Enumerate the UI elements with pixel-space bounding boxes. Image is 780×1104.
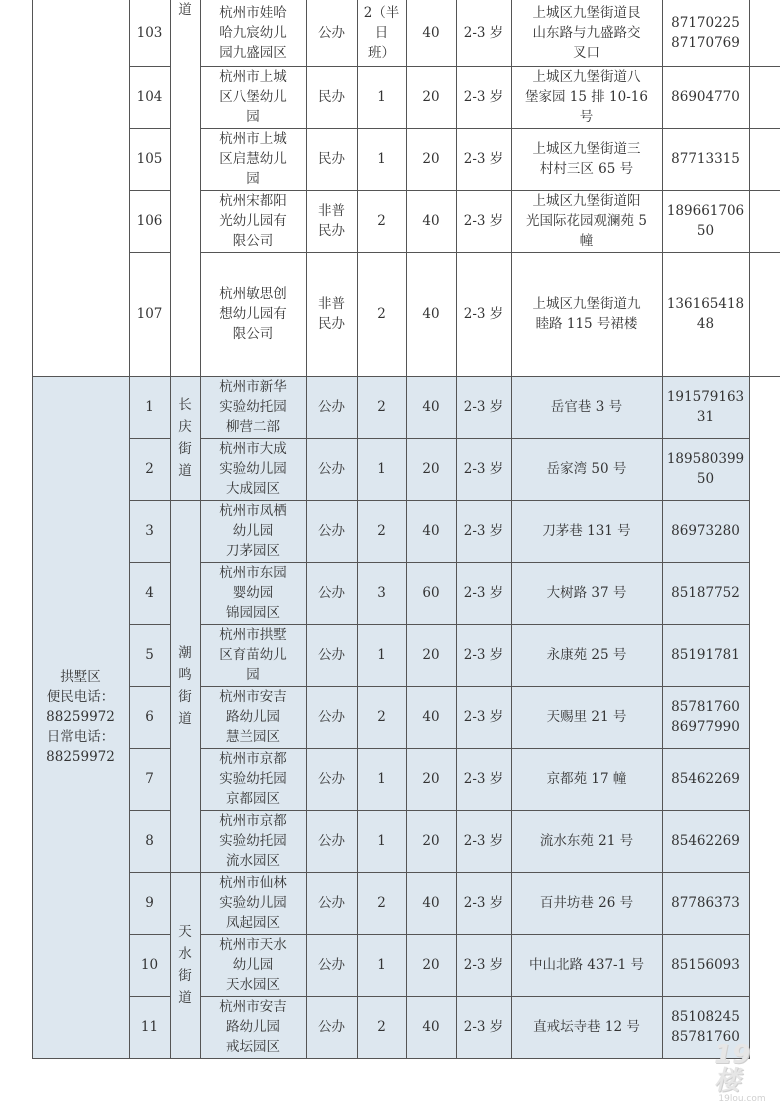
- prev-row-no: 103: [136, 25, 163, 41]
- gongshu-row-address: 岳家湾 50 号: [546, 461, 627, 477]
- grid-line-h: [129, 500, 171, 501]
- gongshu-row-no: 8: [145, 833, 154, 849]
- grid-line-h: [129, 624, 171, 625]
- grid-line-v: [306, 0, 307, 1059]
- gongshu-row-seats: 40: [422, 523, 440, 539]
- grid-line-h: [32, 1058, 750, 1059]
- gongshu-row-type: 公办: [318, 1019, 345, 1035]
- prev-row-type: 非普 民办: [318, 203, 345, 239]
- gongshu-row-classes: 1: [377, 957, 386, 973]
- gongshu-row-phone: 85462269: [671, 833, 740, 849]
- prev-row-classes: 2（半 日 班）: [363, 5, 400, 61]
- grid-line-v: [32, 0, 33, 1059]
- gongshu-row-type: 公办: [318, 771, 345, 787]
- gongshu-row-age: 2-3 岁: [463, 461, 504, 477]
- prev-row-phone: 87713315: [671, 151, 740, 167]
- grid-line-h: [200, 748, 750, 749]
- grid-line-v: [357, 0, 358, 1059]
- gongshu-row-phone: 85462269: [671, 771, 740, 787]
- prev-row-name: 杭州市娃哈 哈九宸幼儿 园九盛园区: [219, 5, 287, 61]
- prev-row-name: 杭州敏思创 想幼儿园有 限公司: [219, 286, 287, 342]
- gongshu-row-no: 5: [145, 647, 154, 663]
- gongshu-row-no: 3: [145, 523, 154, 539]
- gongshu-row-no: 11: [140, 1019, 159, 1035]
- prev-row-phone: 136165418 48: [666, 296, 745, 332]
- gongshu-row-phone: 85156093: [671, 957, 740, 973]
- gongshu-row-no: 9: [145, 895, 154, 911]
- gongshu-row-address: 流水东苑 21 号: [539, 833, 634, 849]
- gongshu-row-address: 百井坊巷 26 号: [539, 895, 634, 911]
- gongshu-row-age: 2-3 岁: [463, 709, 504, 725]
- prev-row-phone: 87170225 87170769: [671, 15, 740, 51]
- prev-row-seats: 40: [422, 306, 440, 322]
- gongshu-row-no: 7: [145, 771, 154, 787]
- prev-row-no: 104: [136, 89, 163, 105]
- grid-line-v: [129, 0, 130, 1059]
- prev-row-classes: 2: [377, 306, 386, 322]
- gongshu-row-type: 公办: [318, 957, 345, 973]
- gongshu-row-type: 公办: [318, 833, 345, 849]
- prev-row-name: 杭州宋都阳 光幼儿园有 限公司: [219, 193, 287, 249]
- grid-line-h: [200, 562, 750, 563]
- prev-row-seats: 20: [422, 89, 440, 105]
- gongshu-row-address: 岳官巷 3 号: [550, 399, 623, 415]
- prev-row-type: 民办: [318, 151, 345, 167]
- prev-row-age: 2-3 岁: [463, 151, 504, 167]
- gongshu-row-address: 中山北路 437-1 号: [528, 957, 644, 973]
- gongshu-row-no: 2: [145, 461, 154, 477]
- gongshu-row-classes: 2: [377, 1019, 386, 1035]
- grid-line-h: [200, 810, 750, 811]
- gongshu-row-age: 2-3 岁: [463, 585, 504, 601]
- gongshu-row-seats: 40: [422, 399, 440, 415]
- gongshu-row-name: 杭州市京都 实验幼托园 京都园区: [219, 751, 287, 807]
- prev-row-address: 上城区九堡街道八 堡家园 15 排 10-16 号: [525, 69, 648, 125]
- prev-row-name: 杭州市上城 区八堡幼儿 园: [219, 69, 287, 125]
- prev-row-seats: 40: [422, 25, 440, 41]
- gongshu-row-phone: 87786373: [671, 895, 740, 911]
- watermark-logo-mark: 19楼: [714, 1040, 751, 1096]
- prev-row-age: 2-3 岁: [463, 213, 504, 229]
- gongshu-row-seats: 20: [422, 833, 440, 849]
- gongshu-row-type: 公办: [318, 585, 345, 601]
- gongshu-row-classes: 3: [377, 585, 386, 601]
- gongshu-row-age: 2-3 岁: [463, 895, 504, 911]
- gongshu-row-seats: 20: [422, 647, 440, 663]
- gongshu-row-phone: 85191781: [671, 647, 740, 663]
- prev-row-name: 杭州市上城 区启慧幼儿 园: [219, 131, 287, 187]
- prev-row-address: 上城区九堡街道艮 山东路与九盛路交 叉口: [532, 5, 641, 61]
- gongshu-row-address: 直戒坛寺巷 12 号: [533, 1019, 640, 1035]
- gongshu-row-seats: 20: [422, 957, 440, 973]
- gongshu-row-name: 杭州市凤栖 幼儿园 刀茅园区: [219, 503, 287, 559]
- gongshu-row-name: 杭州市安吉 路幼儿园 慧兰园区: [219, 689, 287, 745]
- gongshu-row-address: 京都苑 17 幢: [546, 771, 627, 787]
- grid-line-h: [170, 872, 201, 873]
- grid-line-h: [200, 934, 750, 935]
- gongshu-row-name: 杭州市京都 实验幼托园 流水园区: [219, 813, 287, 869]
- grid-line-h: [200, 190, 780, 191]
- grid-line-h: [170, 500, 201, 501]
- grid-line-h: [200, 252, 780, 253]
- gongshu-row-age: 2-3 岁: [463, 771, 504, 787]
- grid-line-v: [406, 0, 407, 1059]
- prev-row-no: 106: [136, 213, 163, 229]
- district-label-gongshu: 拱墅区 便民电话： 88259972 日常电话： 88259972: [46, 669, 115, 765]
- street-name-cell: 天 水 街 道: [178, 924, 192, 1006]
- gongshu-row-name: 杭州市拱墅 区育苗幼儿 园: [219, 627, 287, 683]
- prev-row-seats: 20: [422, 151, 440, 167]
- gongshu-row-address: 大树路 37 号: [546, 585, 627, 601]
- gongshu-row-phone: 85187752: [671, 585, 740, 601]
- prev-row-classes: 1: [377, 89, 386, 105]
- grid-line-h: [129, 810, 171, 811]
- gongshu-row-seats: 20: [422, 771, 440, 787]
- prev-row-no: 105: [136, 151, 163, 167]
- gongshu-row-phone: 189580399 50: [666, 451, 745, 487]
- gongshu-row-address: 永康苑 25 号: [546, 647, 627, 663]
- gongshu-row-name: 杭州市安吉 路幼儿园 戒坛园区: [219, 999, 287, 1055]
- gongshu-row-type: 公办: [318, 523, 345, 539]
- gongshu-row-name: 杭州市新华 实验幼托园 柳营二部: [219, 379, 287, 435]
- gongshu-row-seats: 40: [422, 709, 440, 725]
- gongshu-row-type: 公办: [318, 399, 345, 415]
- gongshu-row-classes: 1: [377, 833, 386, 849]
- grid-line-v: [662, 0, 663, 1059]
- grid-line-h: [200, 500, 750, 501]
- grid-line-h: [129, 996, 171, 997]
- prev-row-address: 上城区九堡街道阳 光国际花园观澜苑 5 幢: [526, 193, 647, 249]
- gongshu-row-age: 2-3 岁: [463, 1019, 504, 1035]
- gongshu-row-name: 杭州市天水 幼儿园 天水园区: [219, 937, 287, 993]
- gongshu-row-phone: 191579163 31: [666, 389, 745, 425]
- gongshu-row-classes: 2: [377, 399, 386, 415]
- gongshu-row-type: 公办: [318, 461, 345, 477]
- gongshu-row-age: 2-3 岁: [463, 957, 504, 973]
- gongshu-row-no: 1: [145, 399, 154, 415]
- grid-line-h: [129, 934, 171, 935]
- grid-line-v: [456, 0, 457, 1059]
- grid-line-h: [129, 562, 171, 563]
- gongshu-row-classes: 1: [377, 461, 386, 477]
- gongshu-row-address: 天赐里 21 号: [546, 709, 627, 725]
- prev-row-classes: 2: [377, 213, 386, 229]
- grid-line-h: [129, 872, 171, 873]
- grid-line-v: [170, 0, 171, 1059]
- prev-row-phone: 189661706 50: [666, 203, 745, 239]
- grid-line-h: [200, 438, 750, 439]
- watermark-logo: [714, 1040, 770, 1104]
- gongshu-row-seats: 20: [422, 461, 440, 477]
- prev-row-type: 民办: [318, 89, 345, 105]
- street-name-cell: 潮 鸣 街 道: [178, 645, 192, 727]
- prev-row-age: 2-3 岁: [463, 25, 504, 41]
- gongshu-row-name: 杭州市东园 婴幼园 锦园园区: [219, 565, 287, 621]
- gongshu-row-age: 2-3 岁: [463, 833, 504, 849]
- gongshu-row-classes: 1: [377, 771, 386, 787]
- grid-line-h: [129, 438, 171, 439]
- prev-row-age: 2-3 岁: [463, 306, 504, 322]
- prev-row-address: 上城区九堡街道三 村村三区 65 号: [532, 141, 641, 177]
- grid-line-h: [129, 748, 171, 749]
- gongshu-row-age: 2-3 岁: [463, 647, 504, 663]
- gongshu-row-no: 4: [145, 585, 154, 601]
- grid-line-h: [200, 66, 780, 67]
- gongshu-row-type: 公办: [318, 709, 345, 725]
- grid-line-h: [129, 686, 171, 687]
- grid-line-v: [749, 0, 750, 1059]
- gongshu-row-phone: 85108245 85781760: [671, 1009, 740, 1045]
- prev-row-age: 2-3 岁: [463, 89, 504, 105]
- prev-row-type: 公办: [318, 25, 345, 41]
- gongshu-row-seats: 40: [422, 1019, 440, 1035]
- grid-line-h: [32, 376, 780, 377]
- grid-line-h: [129, 128, 171, 129]
- gongshu-row-phone: 86973280: [671, 523, 740, 539]
- gongshu-row-classes: 2: [377, 895, 386, 911]
- grid-line-h: [200, 996, 750, 997]
- gongshu-row-address: 刀茅巷 131 号: [542, 523, 631, 539]
- prev-row-no: 107: [136, 306, 163, 322]
- gongshu-row-classes: 2: [377, 523, 386, 539]
- grid-line-h: [200, 686, 750, 687]
- prev-row-phone: 86904770: [671, 89, 740, 105]
- gongshu-row-name: 杭州市大成 实验幼儿园 大成园区: [219, 441, 287, 497]
- grid-line-h: [200, 128, 780, 129]
- gongshu-row-classes: 2: [377, 709, 386, 725]
- gongshu-row-seats: 60: [422, 585, 440, 601]
- gongshu-row-name: 杭州市仙林 实验幼儿园 凤起园区: [219, 875, 287, 931]
- grid-line-h: [129, 66, 171, 67]
- grid-line-v: [200, 0, 201, 1059]
- watermark-site: 19lou.com: [718, 1094, 766, 1104]
- gongshu-row-seats: 40: [422, 895, 440, 911]
- gongshu-row-no: 6: [145, 709, 154, 725]
- gongshu-row-no: 10: [140, 957, 159, 973]
- street-name-cell: 长 庆 街 道: [178, 397, 192, 479]
- gongshu-row-age: 2-3 岁: [463, 523, 504, 539]
- grid-line-h: [129, 190, 171, 191]
- grid-line-h: [129, 252, 171, 253]
- grid-line-v: [511, 0, 512, 1059]
- prev-row-type: 非普 民办: [318, 296, 345, 332]
- gongshu-row-classes: 1: [377, 647, 386, 663]
- prev-row-classes: 1: [377, 151, 386, 167]
- gongshu-row-age: 2-3 岁: [463, 399, 504, 415]
- prev-row-address: 上城区九堡街道九 睦路 115 号裙楼: [532, 296, 641, 332]
- prev-row-seats: 40: [422, 213, 440, 229]
- gongshu-row-type: 公办: [318, 895, 345, 911]
- gongshu-row-type: 公办: [318, 647, 345, 663]
- street-name-tail: 道: [178, 2, 192, 18]
- grid-line-h: [200, 872, 750, 873]
- gongshu-row-phone: 85781760 86977990: [671, 699, 740, 735]
- grid-line-h: [200, 624, 750, 625]
